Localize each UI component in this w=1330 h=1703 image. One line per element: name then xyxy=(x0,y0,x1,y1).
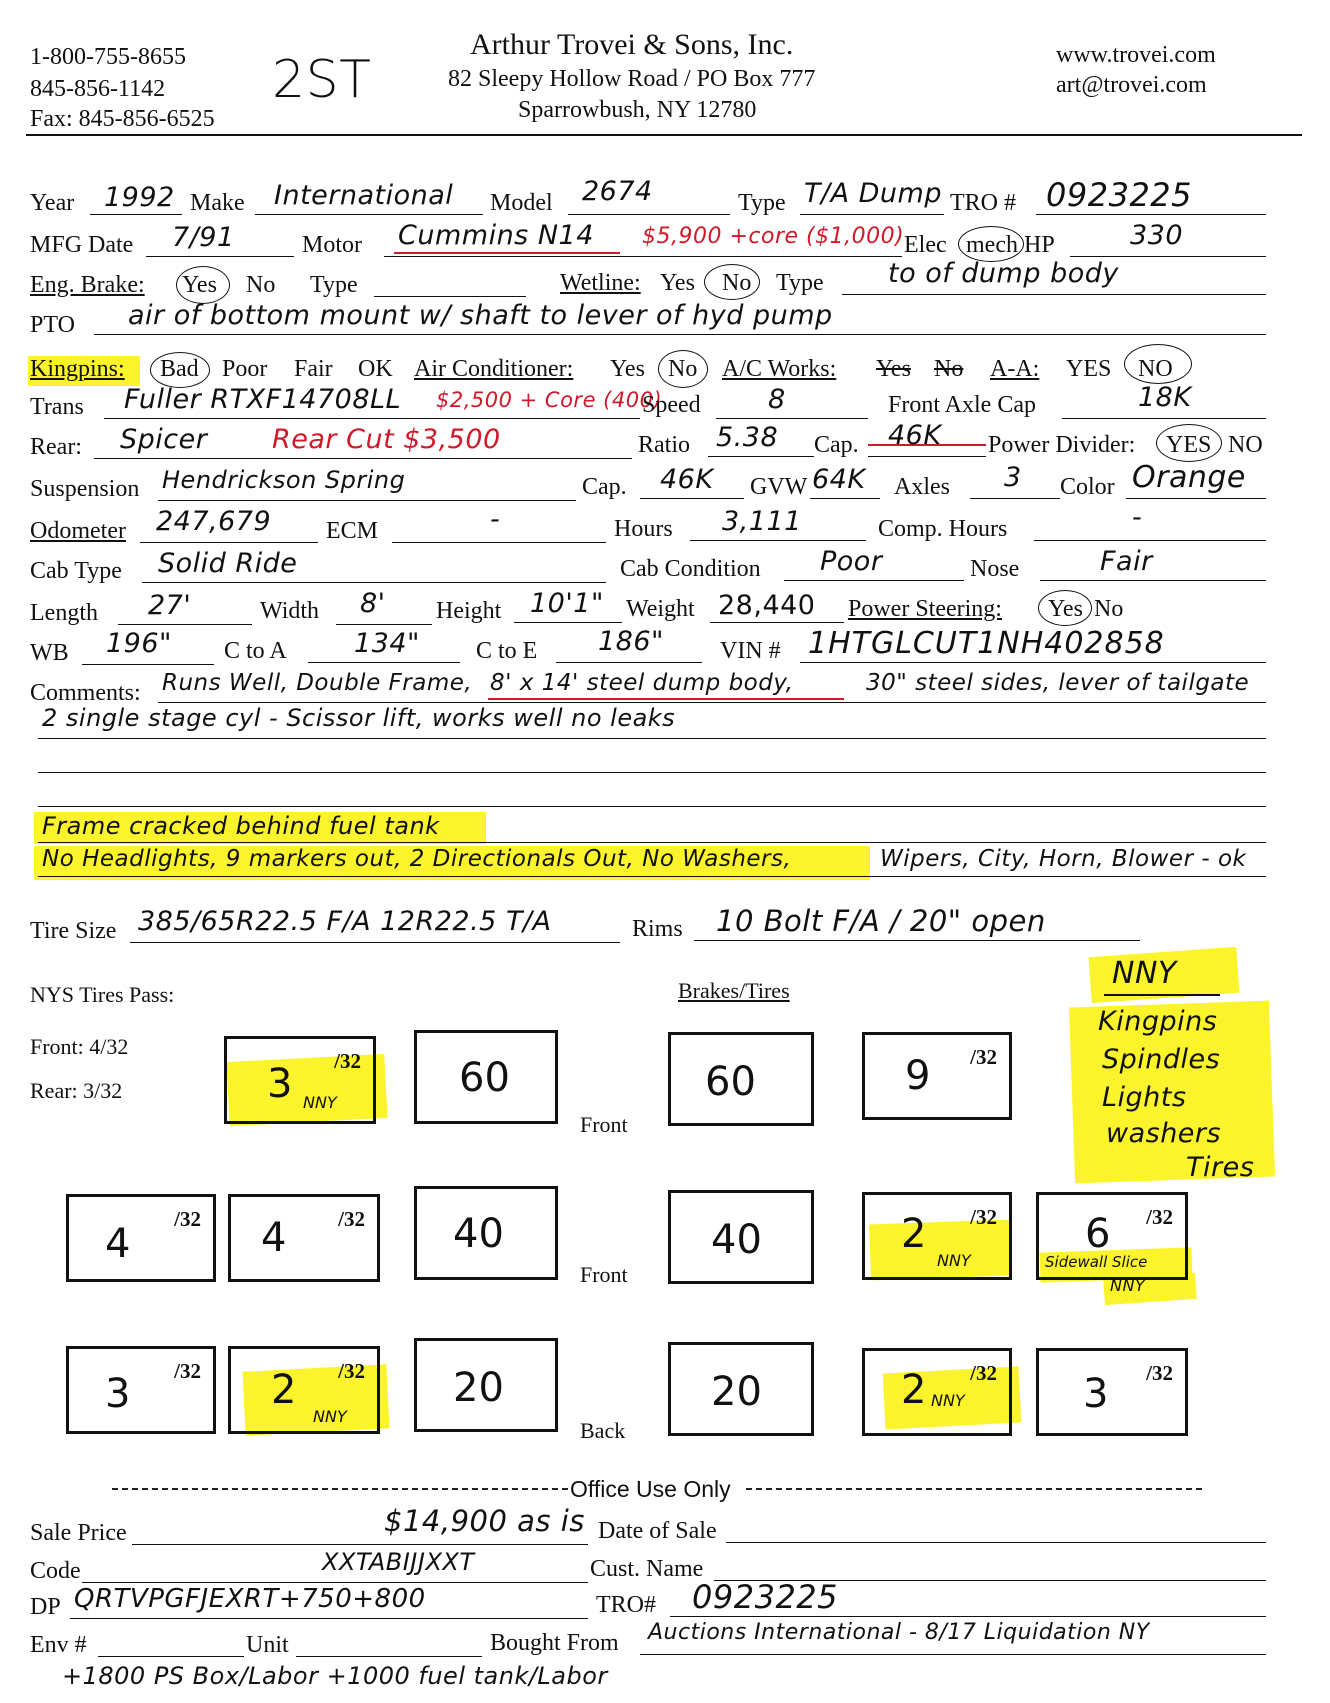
kingpins-bad: Bad xyxy=(160,356,199,382)
tire-fraction: /32 xyxy=(1146,1205,1173,1229)
motor-red-underline xyxy=(394,252,620,254)
hp-label: HP xyxy=(1024,232,1055,258)
suspension-cap-value: 46K xyxy=(660,464,714,495)
tire-tread-value: 4 xyxy=(105,1221,131,1267)
brake-value: 20 xyxy=(711,1369,762,1415)
suspension-label: Suspension xyxy=(30,476,140,502)
tire-tread-value: 6 xyxy=(1085,1211,1111,1257)
ecm-line xyxy=(392,542,606,543)
tire-left-back-outer xyxy=(66,1346,216,1434)
ac-label: Air Conditioner: xyxy=(414,356,574,382)
ac-yes: Yes xyxy=(610,356,645,382)
width-label: Width xyxy=(260,598,320,624)
cap-value: 46K xyxy=(888,420,942,451)
aa-label: A-A: xyxy=(990,356,1040,382)
nys-tires-pass-label: NYS Tires Pass: xyxy=(30,982,175,1007)
tire-note: NNY xyxy=(303,1093,337,1112)
cap-label: Cap. xyxy=(814,432,859,458)
year-label: Year xyxy=(30,190,75,216)
axles-value: 3 xyxy=(1004,462,1022,493)
nose-value: Fair xyxy=(1100,546,1153,577)
cab-condition-value: Poor xyxy=(820,546,883,577)
year-value: 1992 xyxy=(104,182,175,213)
suspension-line xyxy=(158,500,576,501)
kingpins-ok: OK xyxy=(358,356,393,382)
tro-2-label: TRO# xyxy=(596,1592,656,1618)
speed-label: Speed xyxy=(642,392,701,418)
hp-line xyxy=(1070,256,1266,257)
comp-hours-label: Comp. Hours xyxy=(878,516,1008,542)
make-line xyxy=(255,214,483,215)
office-divider-right xyxy=(746,1488,1202,1490)
trans-label: Trans xyxy=(30,394,84,420)
type-label: Type xyxy=(738,190,786,216)
hp-value: 330 xyxy=(1130,220,1184,251)
footer-note: +1800 PS Box/Labor +1000 fuel tank/Labor xyxy=(62,1662,608,1690)
tire-right-mid-outer xyxy=(1036,1192,1188,1280)
speed-value: 8 xyxy=(768,384,786,415)
comments-label: Comments: xyxy=(30,680,141,706)
company-name: Arthur Trovei & Sons, Inc. xyxy=(470,28,794,61)
gvw-line xyxy=(810,498,880,499)
mfg-date-line xyxy=(146,256,294,257)
comp-hours-line xyxy=(1034,540,1266,541)
kingpins-poor: Poor xyxy=(222,356,268,382)
company-website: www.trovei.com xyxy=(1056,42,1216,68)
type-line xyxy=(800,214,944,215)
c-to-a-line xyxy=(308,662,460,663)
tire-fraction: /32 xyxy=(970,1361,997,1385)
tire-right-back-inner xyxy=(862,1348,1012,1436)
hours-label: Hours xyxy=(614,516,673,542)
env-line xyxy=(98,1656,244,1657)
c-to-e-value: 186" xyxy=(598,626,664,657)
comments-line-2 xyxy=(38,738,1266,739)
eng-brake-type-label: Type xyxy=(310,272,358,298)
axles-label: Axles xyxy=(894,474,950,500)
phone-1: 1-800-755-8655 xyxy=(30,44,186,70)
motor-label: Motor xyxy=(302,232,362,258)
office-use-only-label: Office Use Only xyxy=(570,1476,731,1502)
wetline-yes: Yes xyxy=(660,270,695,296)
length-line xyxy=(118,624,252,625)
stamp-2st: 2ST xyxy=(272,50,372,110)
ratio-label: Ratio xyxy=(638,432,690,458)
ac-works-yes: Yes xyxy=(876,356,911,382)
tire-note: NNY xyxy=(313,1407,347,1426)
tire-fraction: /32 xyxy=(338,1359,365,1383)
height-label: Height xyxy=(436,598,502,624)
code-line xyxy=(82,1582,588,1583)
motor-value: Cummins N14 xyxy=(398,220,594,251)
tro-value: 0923225 xyxy=(1046,176,1193,214)
tire-left-back-inner xyxy=(228,1346,380,1434)
hours-value: 3,111 xyxy=(722,506,802,537)
kingpins-bad-circle xyxy=(150,352,210,388)
brake-value: 40 xyxy=(453,1211,504,1257)
brakes-tires-label: Brakes/Tires xyxy=(678,978,790,1003)
tire-note: Sidewall Slice xyxy=(1045,1253,1148,1271)
cap-line xyxy=(868,456,986,457)
comment-1b: 8' x 14' steel dump body, xyxy=(490,670,794,696)
tire-left-front xyxy=(224,1036,376,1124)
tire-note: NNY xyxy=(937,1251,971,1270)
odometer-label: Odometer xyxy=(30,518,126,544)
aa-no: NO xyxy=(1138,356,1173,382)
brake-right-mid xyxy=(668,1190,814,1284)
comments-line-5 xyxy=(38,842,1266,843)
unit-line xyxy=(296,1656,482,1657)
length-value: 27' xyxy=(148,590,192,621)
comments-line-4 xyxy=(38,806,1266,807)
comments-line-6 xyxy=(38,876,1266,877)
aa-no-circle xyxy=(1124,344,1192,384)
cab-condition-line xyxy=(784,580,964,581)
elec-label: Elec xyxy=(904,232,947,258)
tire-tread-value: 2 xyxy=(901,1367,927,1413)
power-divider-no: NO xyxy=(1228,432,1263,458)
odometer-value: 247,679 xyxy=(156,506,272,537)
nny-item-spindles: Spindles xyxy=(1102,1044,1221,1075)
company-address-2: Sparrowbush, NY 12780 xyxy=(518,97,757,123)
mfg-date-value: 7/91 xyxy=(172,222,235,253)
axle-label-back: Back xyxy=(580,1418,626,1443)
code-label: Code xyxy=(30,1558,81,1584)
gvw-label: GVW xyxy=(750,474,808,500)
wetline-label: Wetline: xyxy=(560,270,641,296)
tire-tread-value: 4 xyxy=(261,1215,287,1261)
tire-size-label: Tire Size xyxy=(30,918,117,944)
rear-label: Rear: xyxy=(30,434,82,460)
front-axle-cap-label: Front Axle Cap xyxy=(888,392,1036,418)
wb-line xyxy=(82,664,214,665)
tire-fraction: /32 xyxy=(338,1207,365,1231)
trans-price: $2,500 + Core (400) xyxy=(436,388,663,412)
comment-6a: No Headlights, 9 markers out, 2 Directionals Out, No Washers, xyxy=(42,846,792,872)
vin-label: VIN # xyxy=(720,638,781,664)
sale-price-value: $14,900 as is xyxy=(384,1504,585,1538)
nny-title: NNY xyxy=(1112,956,1177,991)
code-value: XXTABIJJXXT xyxy=(322,1548,475,1576)
nose-line xyxy=(1040,580,1266,581)
color-label: Color xyxy=(1060,474,1115,500)
bought-from-label: Bought From xyxy=(490,1630,619,1656)
company-email: art@trovei.com xyxy=(1056,72,1207,98)
comment-1a: Runs Well, Double Frame, xyxy=(162,670,473,696)
color-value: Orange xyxy=(1132,460,1246,495)
vin-value: 1HTGLCUT1NH402858 xyxy=(808,626,1165,661)
cust-name-label: Cust. Name xyxy=(590,1556,704,1582)
model-line xyxy=(568,214,730,215)
nny-item-washers: washers xyxy=(1106,1118,1222,1149)
motor-line xyxy=(384,256,902,257)
cab-condition-label: Cab Condition xyxy=(620,556,761,582)
tire-fraction: /32 xyxy=(970,1045,997,1069)
tire-size-line xyxy=(130,942,620,943)
power-divider-label: Power Divider: xyxy=(988,432,1136,458)
power-divider-yes: YES xyxy=(1166,432,1212,458)
weight-line xyxy=(710,622,844,623)
comment-1b-red-underline xyxy=(488,698,844,700)
power-steering-label: Power Steering: xyxy=(848,596,1002,622)
wetline-no: No xyxy=(722,270,752,296)
header-divider xyxy=(26,134,1302,136)
tro-label: TRO # xyxy=(950,190,1016,216)
trans-value: Fuller RTXF14708LL xyxy=(124,384,402,415)
tire-fraction: /32 xyxy=(174,1207,201,1231)
tire-fraction: /32 xyxy=(970,1205,997,1229)
wetline-no-circle xyxy=(704,264,760,300)
speed-line xyxy=(716,418,868,419)
nny-item-tires: Tires xyxy=(1186,1152,1255,1183)
comment-6b: Wipers, City, Horn, Blower - ok xyxy=(880,846,1247,872)
suspension-cap-label: Cap. xyxy=(582,474,627,500)
ratio-value: 5.38 xyxy=(716,422,779,453)
tro-2-line xyxy=(670,1616,1266,1617)
tire-left-mid-outer xyxy=(66,1194,216,1282)
hours-line xyxy=(690,540,866,541)
comment-2: 2 single stage cyl - Scissor lift, works well no leaks xyxy=(42,704,676,732)
brake-left-front xyxy=(414,1030,558,1124)
pto-label: PTO xyxy=(30,312,75,338)
axles-line xyxy=(970,498,1060,499)
aa-yes: YES xyxy=(1066,356,1112,382)
rims-value: 10 Bolt F/A / 20" open xyxy=(716,904,1046,938)
tire-tread-value: 9 xyxy=(905,1053,931,1099)
tire-tread-value: 3 xyxy=(267,1061,293,1107)
weight-value: 28,440 xyxy=(718,590,816,621)
dp-value: QRTVPGFJEXRT+750+800 xyxy=(74,1584,426,1614)
bought-from-line xyxy=(640,1654,1266,1655)
brake-value: 60 xyxy=(459,1055,510,1101)
ratio-line xyxy=(708,456,814,457)
suspension-cap-line xyxy=(640,498,744,499)
gvw-value: 64K xyxy=(812,464,866,495)
date-of-sale-label: Date of Sale xyxy=(598,1518,717,1544)
brake-right-back xyxy=(668,1342,814,1436)
ecm-label: ECM xyxy=(326,518,379,544)
c-to-e-line xyxy=(556,662,702,663)
rear-value: Spicer xyxy=(120,424,208,455)
unit-label: Unit xyxy=(246,1632,289,1658)
comment-1c: 30" steel sides, lever of tailgate xyxy=(866,670,1250,696)
tire-size-value: 385/65R22.5 F/A 12R22.5 T/A xyxy=(138,906,552,937)
date-of-sale-line xyxy=(726,1542,1266,1543)
make-label: Make xyxy=(190,190,245,216)
tire-fraction: /32 xyxy=(174,1359,201,1383)
tire-left-mid-inner xyxy=(228,1194,380,1282)
width-value: 8' xyxy=(360,588,386,619)
front-axle-cap-value: 18K xyxy=(1138,382,1192,413)
brake-right-front xyxy=(668,1032,814,1126)
power-steering-no: No xyxy=(1094,596,1124,622)
power-steering-yes-circle xyxy=(1038,590,1092,626)
comments-line-3 xyxy=(38,772,1266,773)
eng-brake-no: No xyxy=(246,272,276,298)
tire-tread-value: 3 xyxy=(105,1371,131,1417)
pto-line xyxy=(94,334,1266,335)
nny-item-lights: Lights xyxy=(1102,1082,1187,1113)
rear-requirement: Rear: 3/32 xyxy=(30,1078,123,1103)
model-label: Model xyxy=(490,190,553,216)
height-line xyxy=(514,622,622,623)
fax-number: Fax: 845-856-6525 xyxy=(30,106,215,132)
tire-note: NNY xyxy=(931,1391,965,1410)
make-value: International xyxy=(274,180,454,211)
sale-price-label: Sale Price xyxy=(30,1520,127,1546)
ac-works-label: A/C Works: xyxy=(722,356,837,382)
c-to-a-label: C to A xyxy=(224,638,287,664)
c-to-e-label: C to E xyxy=(476,638,538,664)
tire-right-front xyxy=(862,1032,1012,1120)
kingpins-fair: Fair xyxy=(294,356,333,382)
nny-title-underline xyxy=(1104,994,1220,996)
kingpins-label: Kingpins: xyxy=(30,356,125,382)
rear-price: Rear Cut $3,500 xyxy=(272,424,501,455)
suspension-value: Hendrickson Spring xyxy=(162,466,406,494)
ecm-value: - xyxy=(490,504,501,535)
eng-brake-label: Eng. Brake: xyxy=(30,272,145,298)
wb-value: 196" xyxy=(106,628,172,659)
mech-circle xyxy=(958,226,1024,262)
nose-label: Nose xyxy=(970,556,1020,582)
sale-price-line xyxy=(132,1544,588,1545)
tire-fraction: /32 xyxy=(1146,1361,1173,1385)
comment-5: Frame cracked behind fuel tank xyxy=(42,812,440,840)
brake-value: 20 xyxy=(453,1365,504,1411)
front-axle-cap-line xyxy=(1062,418,1266,419)
brake-left-back xyxy=(414,1338,558,1432)
tro-line xyxy=(1036,214,1266,215)
ac-no: No xyxy=(668,356,698,382)
eng-brake-type-line xyxy=(374,296,526,297)
model-value: 2674 xyxy=(582,176,653,207)
axle-label-front-2: Front xyxy=(580,1262,628,1287)
comp-hours-value: - xyxy=(1132,502,1143,533)
rims-label: Rims xyxy=(632,916,683,942)
brake-value: 60 xyxy=(705,1059,756,1105)
height-value: 10'1" xyxy=(530,588,604,619)
wetline-type-label: Type xyxy=(776,270,824,296)
rims-line xyxy=(694,940,1140,941)
color-line xyxy=(1126,498,1266,499)
year-line xyxy=(90,214,182,215)
tire-tread-value: 3 xyxy=(1083,1371,1109,1417)
front-requirement: Front: 4/32 xyxy=(30,1034,129,1059)
tire-tread-value: 2 xyxy=(271,1367,297,1413)
odometer-line xyxy=(140,542,318,543)
cab-type-line xyxy=(142,582,606,583)
dp-label: DP xyxy=(30,1594,61,1620)
eng-brake-yes: Yes xyxy=(182,272,217,298)
tire-fraction: /32 xyxy=(334,1049,361,1073)
power-steering-yes: Yes xyxy=(1048,596,1083,622)
wb-label: WB xyxy=(30,640,69,666)
dp-line xyxy=(70,1618,588,1619)
wetline-type-line xyxy=(842,294,1266,295)
trans-line xyxy=(104,418,640,419)
ac-works-no: No xyxy=(934,356,964,382)
wetline-type-value: to of dump body xyxy=(888,258,1119,289)
type-value: T/A Dump xyxy=(804,178,942,209)
tire-tread-value: 2 xyxy=(901,1211,927,1257)
pto-value: air of bottom mount w/ shaft to lever of hyd pump xyxy=(128,300,833,331)
power-divider-yes-circle xyxy=(1156,424,1222,462)
mech-label: mech xyxy=(966,232,1018,258)
bought-from-value: Auctions International - 8/17 Liquidation NY xyxy=(648,1620,1150,1645)
length-label: Length xyxy=(30,600,98,626)
company-address-1: 82 Sleepy Hollow Road / PO Box 777 xyxy=(448,66,816,92)
phone-2: 845-856-1142 xyxy=(30,76,166,102)
ac-no-circle xyxy=(658,350,708,388)
tire-right-mid-inner xyxy=(862,1192,1012,1280)
rear-line xyxy=(94,458,632,459)
nny-item-kingpins: Kingpins xyxy=(1098,1006,1218,1037)
brake-value: 40 xyxy=(711,1217,762,1263)
width-line xyxy=(336,624,432,625)
office-divider-left xyxy=(112,1488,568,1490)
eng-brake-yes-circle xyxy=(176,266,230,304)
vin-line xyxy=(800,662,1266,663)
brake-left-mid xyxy=(414,1186,558,1280)
c-to-a-value: 134" xyxy=(354,628,420,659)
tro-2-value: 0923225 xyxy=(692,1578,839,1616)
axle-label-front-1: Front xyxy=(580,1112,628,1137)
motor-price: $5,900 +core ($1,000) xyxy=(642,224,905,249)
cab-type-label: Cab Type xyxy=(30,558,122,584)
tire-right-back-outer xyxy=(1036,1348,1188,1436)
weight-label: Weight xyxy=(626,596,695,622)
cab-type-value: Solid Ride xyxy=(158,548,298,579)
sidewall-nny-note: NNY xyxy=(1110,1276,1146,1295)
env-label: Env # xyxy=(30,1632,87,1658)
mfg-date-label: MFG Date xyxy=(30,232,134,258)
comments-line-1 xyxy=(158,702,1266,703)
